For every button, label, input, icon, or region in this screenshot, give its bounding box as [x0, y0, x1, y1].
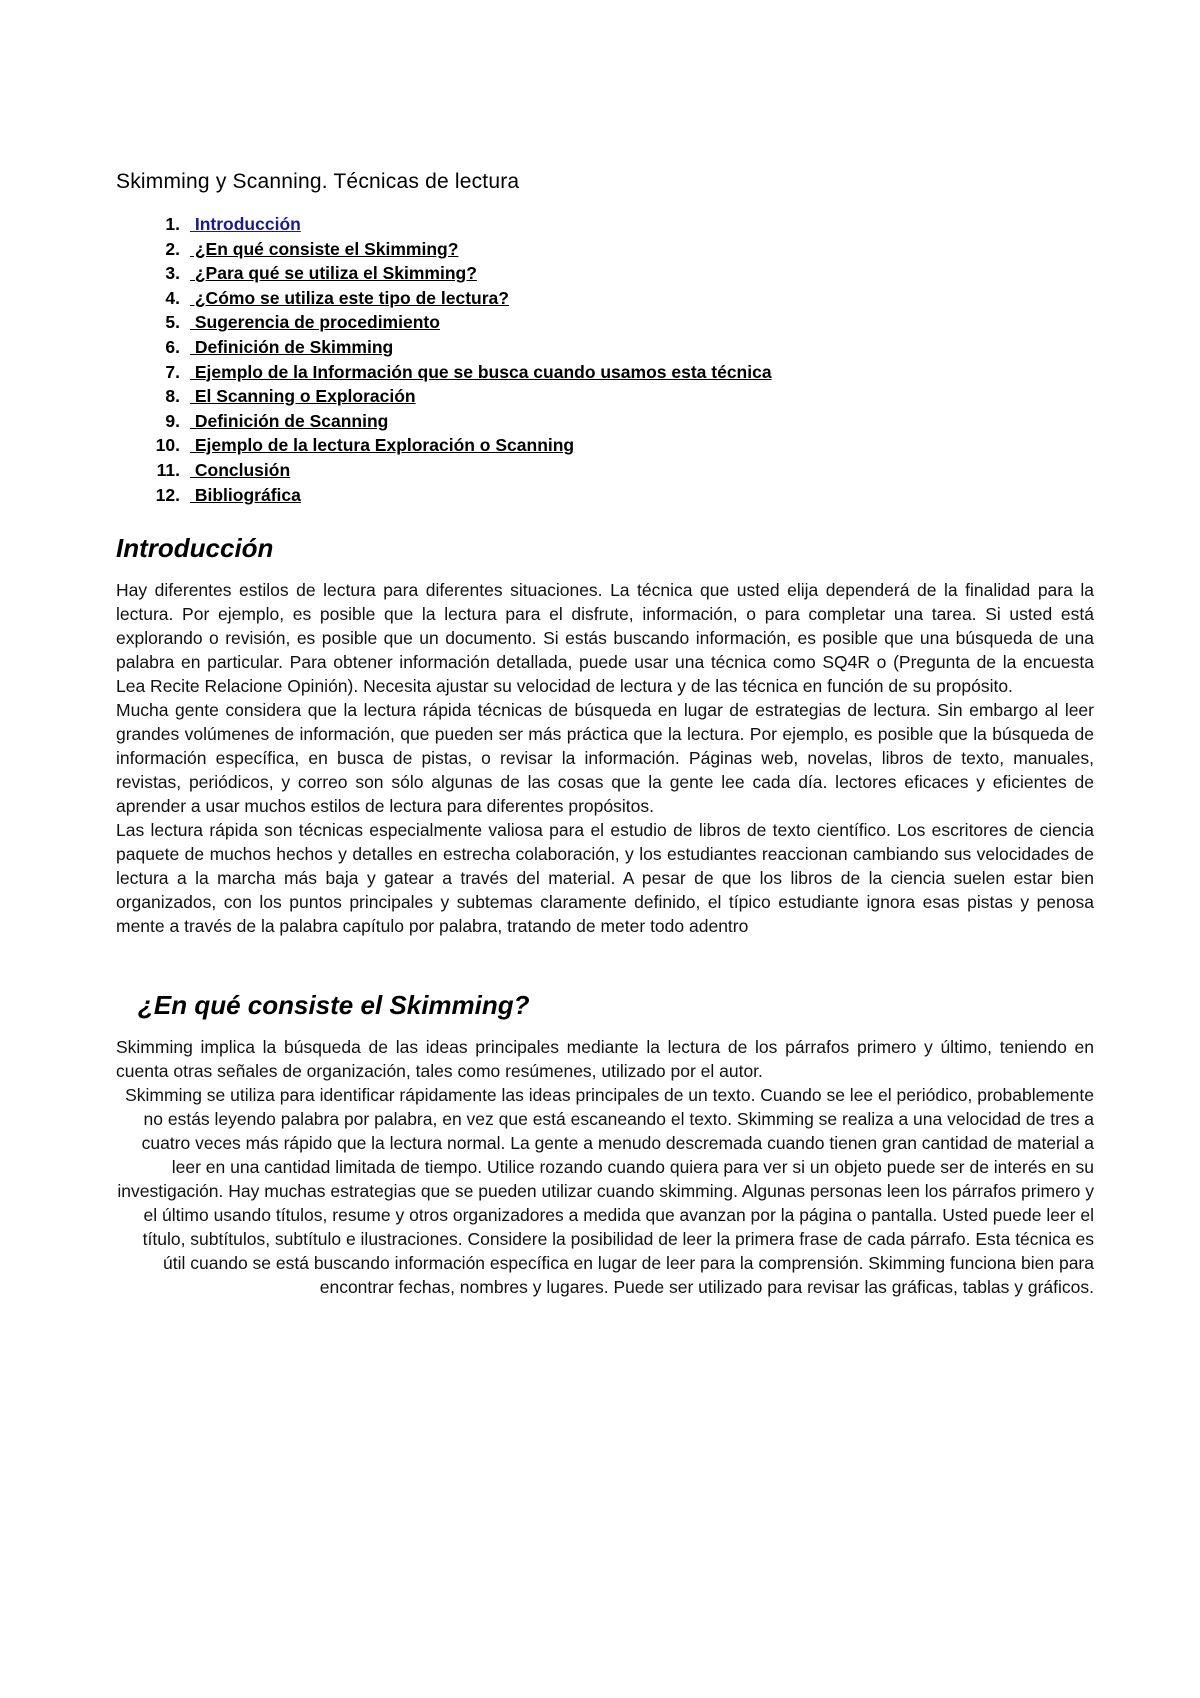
toc-number: 10.: [155, 435, 180, 456]
section-heading-introduccion: Introducción: [116, 533, 274, 564]
toc-number: 5.: [165, 312, 180, 333]
toc-item: [116, 433, 1094, 458]
toc-link-definicion-scanning[interactable]: Definición de Scanning: [190, 410, 389, 431]
toc-link-conclusion[interactable]: Conclusión: [190, 459, 291, 480]
toc-number: 9.: [165, 410, 180, 431]
toc-item: [116, 360, 1094, 385]
toc-item: [116, 384, 1094, 409]
toc-item: [116, 335, 1094, 360]
table-of-contents: [116, 212, 1094, 507]
toc-item: [116, 212, 1094, 237]
toc-link-ejemplo-scanning[interactable]: Ejemplo de la lectura Exploración o Scanning: [190, 435, 575, 456]
intro-paragraph-2: Mucha gente considera que la lectura rápida técnicas de búsqueda en lugar de estrategias de lectura. Sin embargo al leer grandes volúmenes de información, que pueden ser más práctica que la lectura. Por ejemplo, es posible que la búsqueda de información específica, en busca de pistas, o revisar la información. Páginas web, novelas, libros de texto, manuales, revistas, periódicos, y correo son sólo algunas de las cosas que la gente lee cada día. lectores eficaces y eficientes de aprender a usar muchos estilos de lectura para diferentes propósitos.: [116, 700, 1094, 817]
toc-link-para-que-se-utiliza[interactable]: ¿Para qué se utiliza el Skimming?: [190, 263, 477, 284]
toc-number: 8.: [165, 386, 180, 407]
toc-item: [116, 458, 1094, 483]
toc-number: 2.: [165, 238, 180, 259]
toc-item: [116, 261, 1094, 286]
intro-paragraph-1: Hay diferentes estilos de lectura para diferentes situaciones. La técnica que usted elija dependerá de la finalidad para la lectura. Por ejemplo, es posible que la lectura para el disfrute, información, o para completar una tarea. Si usted está explorando o revisión, es posible que un documento. Si estás buscando información, es posible que una búsqueda de una palabra en particular. Para obtener información detallada, puede usar una técnica como SQ4R o (Pregunta de la encuesta Lea Recite Relacione Opinión). Necesita ajustar su velocidad de lectura y de las técnica en función de su propósito.: [116, 580, 1094, 697]
toc-item: [116, 409, 1094, 434]
skimming-paragraph-2: Skimming se utiliza para identificar rápidamente las ideas principales de un texto. Cuando se lee el periódico, probablemente no estás leyendo palabra por palabra, en vez que está escaneando el texto. Skimming se realiza a una velocidad de tres a cuatro veces más rápido que la lectura normal. La gente a menudo descremada cuando tienen gran cantidad de material a leer en una cantidad limitada de tiempo. Utilice rozando cuando quiera para ver si un objeto puede ser de interés en su investigación. Hay muchas estrategias que se pueden utilizar cuando skimming. Algunas personas leen los párrafos primero y el último usando títulos, resume y otros organizadores a medida que avanzan por la página o pantalla. Usted puede leer el título, subtítulos, subtítulo e ilustraciones. Considere la posibilidad de leer la primera frase de cada párrafo. Esta técnica es útil cuando se está buscando información específica en lugar de leer para la comprensión. Skimming funciona bien para encontrar fechas, nombres y lugares. Puede ser utilizado para revisar las gráficas, tablas y gráficos.: [117, 1085, 1094, 1298]
toc-item: [116, 483, 1094, 508]
toc-number: 3.: [165, 263, 180, 284]
toc-number: 4.: [165, 287, 180, 308]
toc-item: [116, 237, 1094, 262]
toc-link-scanning[interactable]: El Scanning o Exploración: [190, 386, 416, 407]
toc-link-sugerencia[interactable]: Sugerencia de procedimiento: [190, 312, 440, 333]
section-heading-skimming: ¿En qué consiste el Skimming?: [138, 990, 530, 1021]
toc-number: 7.: [165, 361, 180, 382]
toc-number: 12.: [155, 484, 180, 505]
toc-link-ejemplo-informacion[interactable]: Ejemplo de la Información que se busca cuando usamos esta técnica: [190, 361, 772, 382]
toc-number: 11.: [156, 459, 180, 480]
toc-number: 6.: [165, 336, 180, 357]
skimming-paragraph-1: Skimming implica la búsqueda de las ideas principales mediante la lectura de los párrafos primero y último, teniendo en cuenta otras señales de organización, tales como resúmenes, utilizado por el autor.: [116, 1037, 1094, 1082]
document-page: [116, 170, 1094, 1299]
document-title: Skimming y Scanning. Técnicas de lectura: [116, 170, 520, 193]
toc-link-en-que-consiste[interactable]: ¿En qué consiste el Skimming?: [190, 238, 459, 259]
toc-item: [116, 310, 1094, 335]
toc-item: [116, 286, 1094, 311]
toc-number: 1.: [165, 214, 180, 234]
toc-link-definicion-skimming[interactable]: Definición de Skimming: [190, 336, 394, 357]
intro-paragraph-3: Las lectura rápida son técnicas especialmente valiosa para el estudio de libros de texto científico. Los escritores de ciencia paquete de muchos hechos y detalles en estrecha colaboración, y los estudiantes reaccionan cambiando sus velocidades de lectura a la marcha más baja y gatear a través del material. A pesar de que los libros de la ciencia suelen estar bien organizados, con los puntos principales y subtemas claramente definido, el típico estudiante ignora esas pistas y penosa mente a través de la palabra capítulo por palabra, tratando de meter todo adentro: [116, 820, 1094, 937]
toc-link-bibliografica[interactable]: Bibliográfica: [190, 484, 301, 505]
toc-link-como-se-utiliza[interactable]: ¿Cómo se utiliza este tipo de lectura?: [190, 287, 509, 308]
toc-link-introduccion[interactable]: Introducción: [190, 214, 301, 234]
